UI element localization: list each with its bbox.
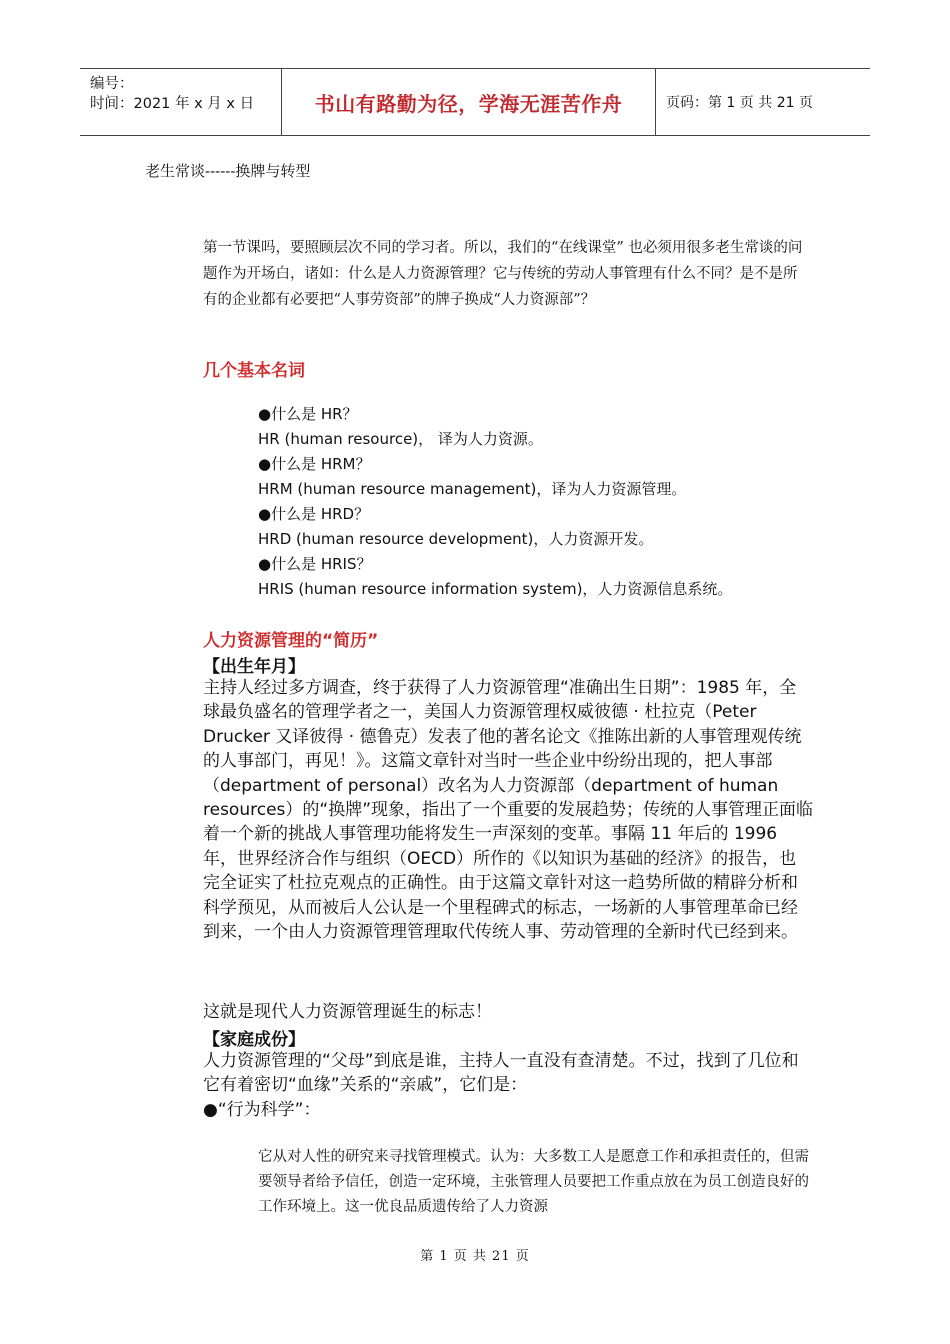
date-label: 时间：2021 年 x 月 x 日 — [90, 96, 255, 112]
page-footer: 第 1 页 共 21 页 — [420, 1249, 530, 1264]
birth-conclusion: 这就是现代人力资源管理诞生的标志！ — [203, 1002, 492, 1022]
term-answer-hrm: HRM (human resource management)，译为人力资源管理。 — [258, 480, 687, 498]
header-info-cell — [80, 69, 282, 135]
term-question-hrm: ●什么是 HRM？ — [258, 455, 371, 473]
term-answer-hrd: HRD (human resource development)，人力资源开发。 — [258, 530, 654, 548]
family-item-behavior: ●“行为科学”： — [203, 1100, 321, 1120]
intro-paragraph: 第一节课吗，要照顾层次不同的学习者。所以，我们的“在线课堂” 也必须用很多老生常谈的问题作为开场白，诸如：什么是人力资源管理？它与传统的劳动人事管理有什么不同？是不是所有的企业都有必要把“人事劳资部”的牌子换成“人力资源部”？ — [203, 240, 803, 308]
terms-list — [258, 402, 818, 602]
motto: 书山有路勤为径，学海无涯苦作舟 — [314, 91, 623, 116]
family-heading: 【家庭成份】 — [203, 1030, 305, 1050]
document-title: 老生常谈------换牌与转型 — [145, 162, 311, 180]
term-question-hr: ●什么是 HR？ — [258, 405, 358, 423]
term-question-hris: ●什么是 HRIS？ — [258, 555, 372, 573]
behavior-science-text: 它从对人性的研究来寻找管理模式。认为：大多数工人是愿意工作和承担责任的，但需要领导者给予信任，创造一定环境，主张管理人员要把工作重点放在为员工创造良好的工作环境上。这一优良品质遗传给了人力资源 — [258, 1149, 809, 1215]
section-title-resume: 人力资源管理的“简历” — [203, 631, 379, 651]
header-motto-cell — [282, 69, 656, 135]
header-page-cell — [656, 69, 870, 135]
header-table — [80, 68, 870, 136]
term-answer-hr: HR (human resource)， 译为人力资源。 — [258, 430, 543, 448]
term-answer-hris: HRIS (human resource information system)，人力资源信息系统。 — [258, 580, 733, 598]
number-label: 编号： — [90, 76, 134, 92]
birth-paragraph: 主持人经过多方调查，终于获得了人力资源管理“准确出生日期”：1985 年，全球最负盛名的管理学者之一，美国人力资源管理权威彼德 · 杜拉克（Peter Drucker 又译彼得 · 德鲁克）发表了他的著名论文《推陈出新的人事管理观传统的人事部门，再见！》。这篇文章针对当时一些企业中纷纷出现的，把人事部（department of personal）改名为人力资源部（department of human resources）的“换牌”现象，指出了一个重要的发展趋势；传统的人事管理正面临着一个新的挑战人事管理功能将发生一声深刻的变革。事隔 11 年后的 1996 年，世界经济合作与组织（OECD）所作的《以知识为基础的经济》的报告，也完全证实了杜拉克观点的正确性。由于这篇文章针对这一趋势所做的精辟分析和科学预见，从而被后人公认是一个里程碑式的标志，一场新的人事管理革命已经到来，一个由人力资源管理管理取代传统人事、劳动管理的全新时代已经到来。 — [203, 678, 813, 943]
family-paragraph: 人力资源管理的“父母”到底是谁，主持人一直没有查清楚。不过，找到了几位和它有着密切“血缘”关系的“亲戚”，它们是： — [203, 1051, 799, 1096]
birth-heading: 【出生年月】 — [203, 657, 305, 677]
section-title-terms: 几个基本名词 — [203, 361, 305, 381]
page-info: 页码：第 1 页 共 21 页 — [666, 95, 813, 111]
term-question-hrd: ●什么是 HRD？ — [258, 505, 370, 523]
